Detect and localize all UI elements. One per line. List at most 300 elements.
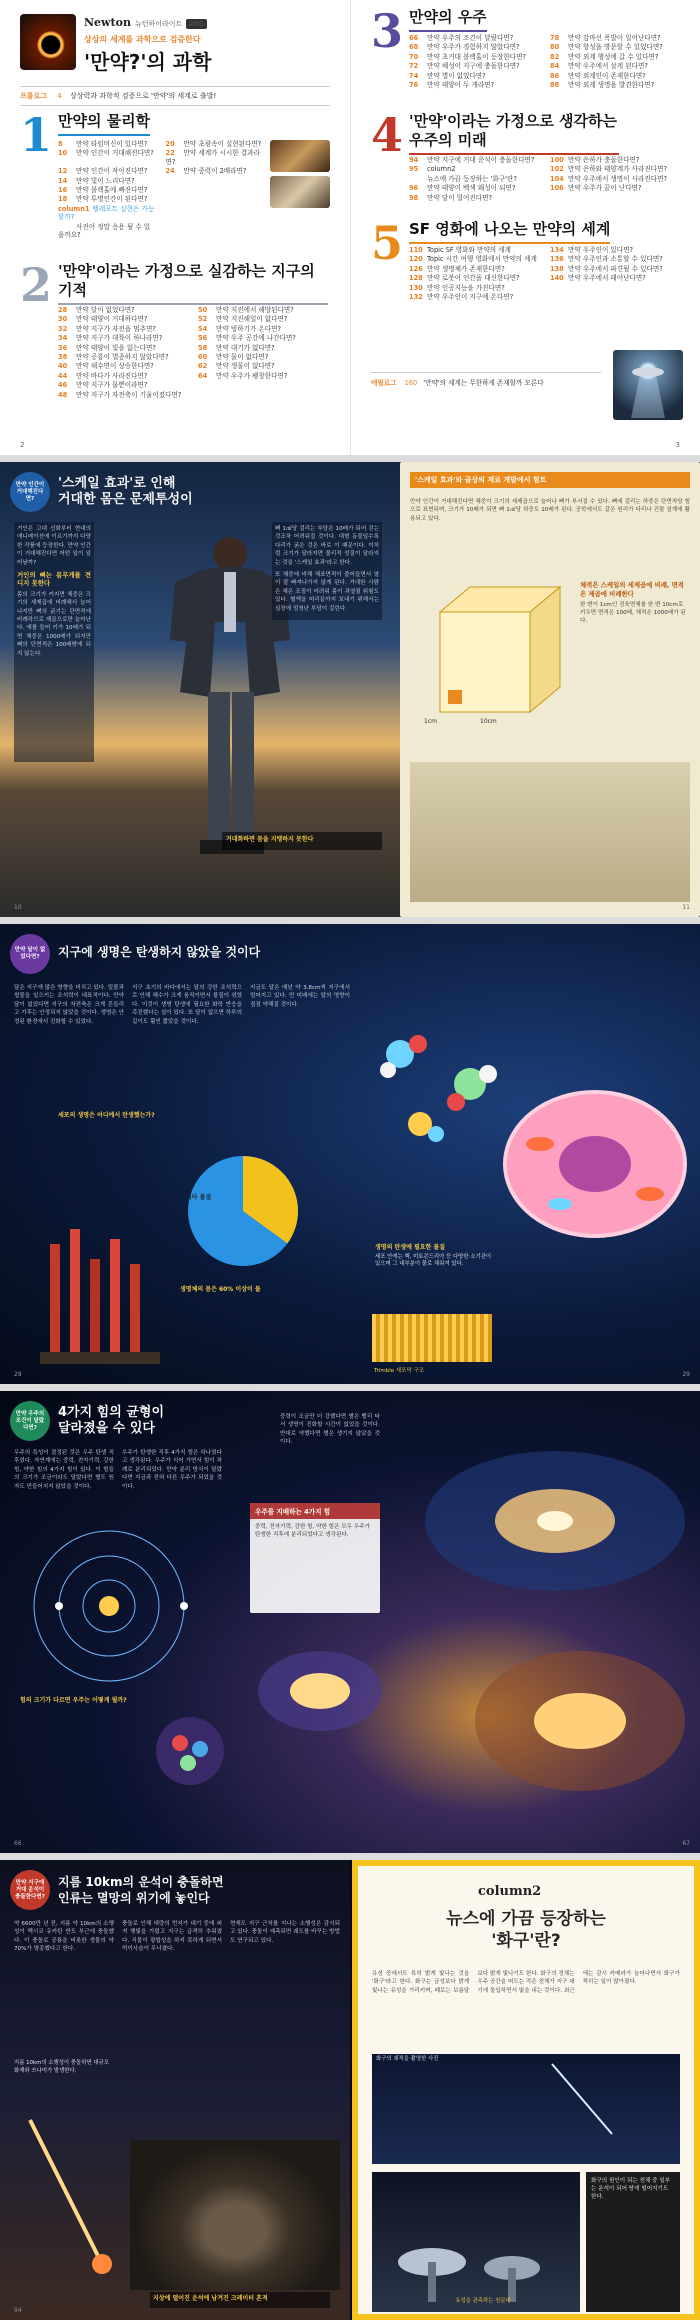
toc-item-text: 만약 은하가 충돌한다면? <box>568 156 640 164</box>
toc-item[interactable] <box>409 246 540 254</box>
toc-item-page: 95 <box>409 165 419 174</box>
membrane-illustration <box>372 1314 492 1362</box>
toc-item[interactable] <box>198 306 328 314</box>
toc-item-page: 52 <box>198 315 208 324</box>
toc-item-page: 44 <box>58 371 68 380</box>
toc-item-page: 94 <box>409 156 419 164</box>
toc-item-page: 18 <box>58 195 68 204</box>
toc-item-page: 30 <box>58 315 68 324</box>
toc-item[interactable] <box>198 362 328 370</box>
toc-item-page: 120 <box>409 255 423 264</box>
toc-item <box>166 223 264 240</box>
column2-title-line2: '화구'란? <box>491 1931 561 1951</box>
toc-item-page: 14 <box>58 176 68 185</box>
article3-page-left: 66 <box>14 1840 22 1847</box>
toc-item-text: 만약 우주인이 지구에 온다면? <box>427 293 514 302</box>
toc-page-number-right: 3 <box>675 441 680 449</box>
article-tag-circle: 만약 인간이 거대해진다면? <box>10 472 50 512</box>
toc-item-text: 만약 우주에서 살게 된다면? <box>568 62 648 71</box>
chapter-2[interactable] <box>20 258 330 442</box>
toc-item-text: column2 <box>427 165 456 174</box>
toc-item[interactable] <box>550 43 681 51</box>
toc-item-text: 만약 외계 생명을 발견한다면? <box>568 81 655 90</box>
toc-right-page <box>350 0 700 455</box>
column2-title <box>358 1908 694 1952</box>
article-body-column-2 <box>272 522 382 620</box>
crater-caption: 지상에 떨어진 운석에 남겨진 크레이터 흔적 <box>153 2295 268 2302</box>
toc-item[interactable] <box>58 372 188 380</box>
toc-item-text: 만약 우주가 끝이 난다면? <box>568 184 642 193</box>
article1-page-right: 11 <box>682 904 690 911</box>
four-forces-title: 우주를 지배하는 4가지 힘 <box>250 1503 380 1519</box>
toc-item[interactable] <box>409 194 540 202</box>
article-title-line1: 지름 10km의 운석이 충돌하면 <box>58 1875 224 1889</box>
toc-item[interactable] <box>550 165 681 173</box>
toc-item[interactable] <box>550 246 681 254</box>
cell-illustration <box>500 1084 690 1244</box>
article-body-column-2 <box>122 1920 222 1958</box>
toc-item[interactable] <box>409 165 540 173</box>
pie-title: 세포의 생명은 어디에서 탄생했는가? <box>58 1112 155 1119</box>
molecule-illustration <box>360 1014 520 1164</box>
chapter-5-items <box>409 246 681 301</box>
article4-page-left: 94 <box>14 2307 22 2314</box>
article-title <box>58 1874 224 1906</box>
toc-item-text: 만약 인간이 작아진다면? <box>76 167 148 176</box>
toc-item[interactable] <box>550 72 681 80</box>
toc-item-page: 64 <box>198 371 208 380</box>
article-title-line2: 달라졌을 수 있다 <box>58 1421 155 1436</box>
observatory-caption: 유성을 관측하는 천문대 <box>455 2298 511 2304</box>
toc-item-page: 130 <box>409 283 423 292</box>
toc-item[interactable] <box>198 344 328 352</box>
article-body-column-3 <box>230 1920 340 1949</box>
article-meteor-spread <box>0 1860 700 2320</box>
toc-item-page: 50 <box>198 306 208 314</box>
epilogue-page: 160 <box>404 379 418 387</box>
toc-item-text: 텔레포트 실현은 가능할까? <box>58 204 155 222</box>
article2-page-left: 28 <box>14 1371 22 1378</box>
cell-caption-body: 세포 안에는 핵, 미토콘드리아 등 다양한 소기관이 있으며 그 대부분이 물로 채워져 있다. <box>375 1253 492 1268</box>
meteor-streak-illustration <box>20 2110 130 2310</box>
toc-item-page: 10 <box>58 149 68 158</box>
toc-item[interactable] <box>409 62 540 70</box>
toc-item-text: 만약 태양이 거대하다면? <box>76 315 148 324</box>
chapter-3-title: 만약의 우주 <box>409 8 487 32</box>
toc-item[interactable] <box>58 186 156 194</box>
toc-item[interactable] <box>58 362 188 370</box>
toc-item-text: 만약 지구가 자전을 멈추면? <box>76 324 156 333</box>
article-body-column-3 <box>250 984 350 1013</box>
toc-item-page: 86 <box>550 71 560 80</box>
toc-item-text: 만약 감마선 폭발이 일어난다면? <box>568 34 661 42</box>
column2-panel <box>352 1860 700 2320</box>
toc-item-text: 만약 블랙홀에 빠진다면? <box>76 186 148 195</box>
toc-item-text: 사진이 정말 응용 될 수 있을까요? <box>58 222 151 240</box>
toc-item-page: 128 <box>409 274 423 283</box>
four-forces-body: 중력, 전자기력, 강한 힘, 약한 힘은 모두 우주가 탄생한 직후에 분리되었다고 생각된다. <box>255 1524 371 1538</box>
column2-label: column2 <box>478 1884 542 1899</box>
diagram-caption <box>20 1697 130 1707</box>
toc-item[interactable] <box>409 72 540 80</box>
toc-item[interactable] <box>550 81 681 89</box>
epilogue-label: 에필로그 <box>371 379 397 387</box>
column2-note: 화구의 원인이 되는 천체 중 일부는 운석이 되어 땅에 떨어지기도 한다. <box>586 2172 680 2312</box>
pie-caption-top <box>58 1112 228 1122</box>
particle-illustration <box>130 1691 250 1831</box>
toc-item-text: 만약 태양이 빛을 잃는다면? <box>76 343 156 352</box>
article-paragraph-1: 약 6600만 년 전, 지름 약 10km의 소행성이 멕시코 유카탄 반도 부근에 충돌했다. 이 충돌로 공룡을 비롯한 생물의 약 70%가 멸종했다고 한다. <box>14 1921 114 1953</box>
scale-effect-panel <box>400 462 700 917</box>
article-title-line2: 인류는 멸망의 위기에 놓인다 <box>58 1891 210 1905</box>
toc-item-text: 만약 빛이 느리다면? <box>76 176 135 185</box>
toc-item <box>166 195 264 203</box>
toc-item[interactable] <box>550 184 681 192</box>
toc-item-text: 만약 우주인이 있다면? <box>568 246 634 254</box>
toc-item-page: 106 <box>550 184 564 193</box>
toc-item[interactable] <box>550 34 681 42</box>
toc-item[interactable] <box>166 167 264 175</box>
toc-item-text: 만약 세계가 시시한 결과라면? <box>165 149 260 166</box>
diagram-caption-text: 힘의 크기가 다르면 우주는 어떻게 될까? <box>20 1697 127 1704</box>
toc-item-page: 126 <box>409 264 423 273</box>
fireball-streak-icon <box>372 2054 680 2164</box>
fireball-caption: 화구의 궤적을 촬영한 사진 <box>376 2056 439 2062</box>
toc-item-page: 38 <box>58 353 68 362</box>
four-forces-box <box>250 1503 380 1613</box>
toc-item[interactable] <box>166 140 264 148</box>
article-paragraph-3: 또 체중에 비해 체표면적이 줄어들면서 열이 잘 빠져나가지 않게 된다. 거대한 사람은 체온 조절이 어려워 몸이 과열될 위험도 있다. 혈액을 머리끝까지 보내기 위해서는 심장에 엄청난 부담이 걸린다. <box>275 572 379 612</box>
toc-item[interactable] <box>58 344 188 352</box>
article-title-line2: 거대한 몸은 문제투성이 <box>58 492 193 507</box>
toc-item-text: 만약 은하와 태양계가 사라진다면? <box>568 165 667 174</box>
toc-item-text: 만약 생물이 없다면? <box>216 362 275 371</box>
crater-caption-box <box>150 2292 330 2308</box>
toc-item-page: 74 <box>409 71 419 80</box>
cell-caption-title: 생명의 탄생에 필요한 물질 <box>375 1244 446 1251</box>
toc-item-text: 만약 우주에서 생명이 사라진다면? <box>568 174 667 183</box>
toc-item <box>550 194 681 202</box>
toc-item-page: column1 <box>58 204 90 213</box>
ufo-icon <box>613 350 683 420</box>
toc-item-text: 만약 달이 멀어진다면? <box>427 193 493 202</box>
toc-item[interactable] <box>58 167 156 175</box>
toc-page-number-left: 2 <box>20 441 25 449</box>
article-forces-spread <box>0 1391 700 1853</box>
toc-item-text: 만약 우주의 조건이 달랐다면? <box>427 34 514 42</box>
cube-caption-body: 한 변이 1cm인 정육면체를 한 변 10cm로 키우면 면적은 100배, 체적은 1000배가 된다. <box>580 602 686 624</box>
toc-item[interactable] <box>550 62 681 70</box>
toc-item-page: 98 <box>409 193 419 202</box>
membrane-label: Trimble 세포막 구조 <box>374 1368 425 1374</box>
toc-item[interactable] <box>58 315 188 323</box>
toc-item-text: 만약 지구에 거대 운석이 충돌한다면? <box>427 156 535 164</box>
column2-title-line1: 뉴스에 가끔 등장하는 <box>446 1909 606 1929</box>
toc-item[interactable] <box>409 184 540 192</box>
toc-item-page: 24 <box>165 167 175 176</box>
article-tag-circle: 만약 우주의 조건이 달랐다면? <box>10 1401 50 1441</box>
toc-item-page: 136 <box>550 255 564 264</box>
article-subheading: 거인의 뼈는 몸무게를 견디지 못한다 <box>17 571 91 588</box>
toc-item[interactable] <box>550 175 681 183</box>
cube-label-large: 10cm <box>480 718 497 725</box>
article-body-column-1 <box>14 984 124 1030</box>
toc-item-page: 78 <box>550 34 560 42</box>
satellite-dish-icon <box>372 2172 580 2312</box>
toc-item-page: 12 <box>58 167 68 176</box>
toc-item-text: 만약 타임머신이 있다면? <box>76 140 148 148</box>
toc-item-text: 만약 물이 없다면? <box>216 353 269 362</box>
photo-caption-box <box>222 832 382 850</box>
article-body-column-1 <box>14 1449 114 1495</box>
toc-item-text: 만약 우주가 팽창한다면? <box>216 371 288 380</box>
toc-item[interactable] <box>58 195 156 203</box>
toc-epilogue-row[interactable] <box>371 372 601 387</box>
pie-chart <box>178 1146 308 1276</box>
toc-item-text: 만약 인간이 거대해진다면? <box>76 149 154 158</box>
toc-item-page: 70 <box>409 52 419 61</box>
toc-item[interactable] <box>409 53 540 61</box>
toc-item-text: 만약 태양이 두 개라면? <box>427 81 495 90</box>
cube-caption-title: 체적은 스케일의 세제곱에 비례, 면적은 제곱에 비례한다 <box>580 581 684 598</box>
photo-caption: 거대화하면 몸을 지탱하지 못한다 <box>226 836 314 843</box>
article-moon-spread <box>0 924 700 1384</box>
toc-item <box>166 186 264 194</box>
toc-item-text: 만약 지구가 물뿐이라면? <box>76 381 148 390</box>
chapter-1-title: 만약의 물리학 <box>58 112 150 136</box>
article-lead-paragraph: 거인은 고대 신화부터 현대의 애니메이션에 이르기까지 다양한 작품에 등장한다. 만약 인간이 거대해진다면 어떤 일이 일어날까? <box>17 526 91 566</box>
toc-item-page: 20 <box>165 140 175 148</box>
chapter-2-title: '만약'이라는 가정으로 실감하는 지구의 기적 <box>58 262 328 305</box>
toc-item-text: 만약 공룡이 멸종하지 않았다면? <box>76 353 169 362</box>
toc-item <box>198 381 328 389</box>
toc-item-text: 만약 로봇이 인간을 대신한다면? <box>427 274 520 283</box>
toc-item-text: 만약 외계 행성에 갈 수 있다면? <box>568 52 659 61</box>
cube-diagram <box>420 572 570 732</box>
toc-item-page: 102 <box>550 165 564 174</box>
atom-orbit-diagram <box>14 1521 204 1691</box>
article-paragraph-3: 중력이 조금만 더 강했다면 별은 빨리 타서 생명이 진화할 시간이 없었을 것이다. 반대로 약했다면 별은 생기지 않았을 것이다. <box>280 1414 380 1446</box>
toc-item[interactable] <box>409 43 540 51</box>
series-sub: 뉴턴하이라이트 <box>134 20 183 28</box>
chapter-3[interactable] <box>371 4 681 108</box>
chapter-4[interactable] <box>371 108 681 212</box>
article-title <box>58 1405 164 1437</box>
toc-item-page: 48 <box>58 390 68 399</box>
toc-item-text: 만약 우주 공간에 나간다면? <box>216 334 296 343</box>
prologue-page: 4 <box>57 92 62 100</box>
toc-item[interactable] <box>58 334 188 342</box>
article-body-column-1 <box>14 1920 114 1958</box>
toc-item[interactable] <box>58 205 156 222</box>
toc-item-text: 만약 해수면이 상승한다면? <box>76 362 154 371</box>
toc-item-page: 140 <box>550 274 564 283</box>
article-title: 지구에 생명은 탄생하지 않았을 것이다 <box>58 945 261 959</box>
article-title-line1: '스케일 효과'로 인해 <box>58 476 176 491</box>
toc-item-text: 만약 지진에서 해방된다면? <box>216 306 294 314</box>
tube-worms-illustration <box>40 1224 160 1364</box>
toc-item[interactable] <box>58 177 156 185</box>
toc-item-page: 8 <box>58 140 63 148</box>
spiral-galaxy-illustration <box>420 1431 690 1611</box>
article-paragraph-1: 우주의 특성이 결정된 것은 우주 탄생 직후였다. 자연계에는 중력, 전자기력, 강한 힘, 약한 힘의 4가지 힘이 있다. 이 힘들의 크기가 조금이라도 달랐다면 별도 원자도 만들어지지 않았을 것이다. <box>14 1450 114 1490</box>
toc-item[interactable] <box>550 265 681 273</box>
toc-item-text: 만약 지구가 자전축이 기울어졌다면? <box>76 390 182 399</box>
article1-page-left: 10 <box>14 904 22 911</box>
series-logo <box>84 16 207 29</box>
toc-item-page: 16 <box>58 186 68 195</box>
toc-item[interactable] <box>409 293 540 301</box>
toc-item[interactable] <box>550 274 681 282</box>
toc-item[interactable] <box>198 334 328 342</box>
article-paragraph-2: 뼈 1㎠당 걸리는 부담은 10배가 되어 걷는 것조차 어려워질 것이다. 대형 동물일수록 다리가 굵은 것은 바로 이 때문이다. 이처럼 크기가 달라지면 물리적 성질이 달라지는 것을 '스케일 효과'라고 한다. <box>275 526 379 566</box>
toc-item-page: 76 <box>409 81 419 90</box>
article-giant-spread <box>0 462 700 917</box>
pie-caption-bottom <box>180 1286 330 1296</box>
toc-item[interactable] <box>409 175 540 183</box>
toc-item-page: 56 <box>198 334 208 343</box>
toc-item-text: 만약 외계인이 존재한다면? <box>568 71 646 80</box>
cube-caption <box>580 580 690 625</box>
toc-item-page: 138 <box>550 264 564 273</box>
toc-item-text: 만약 투명인간이 된다면? <box>76 195 148 204</box>
article-paragraph-2: 지구 초기의 바다에서는 달의 강한 조석력으로 인해 해수가 크게 움직이면서 물질이 섞였다. 이것이 생명 탄생에 필요한 화학 반응을 촉진했다는 설이 있다. 또 달이 없으면 하루의 길이도 훨씬 짧았을 것이다. <box>132 985 242 1025</box>
toc-item[interactable] <box>58 325 188 333</box>
series-name: Newton <box>84 16 131 29</box>
toc-item[interactable] <box>409 284 540 292</box>
toc-left-page <box>0 0 350 455</box>
chapter-2-items <box>58 306 328 399</box>
crater-photo <box>130 2140 340 2290</box>
toc-item-page: 40 <box>58 362 68 371</box>
toc-prologue-row[interactable] <box>20 86 330 106</box>
article-body-column-2 <box>132 984 242 1030</box>
toc-item-page: 68 <box>409 43 419 52</box>
chapter-5-title: SF 영화에 나오는 만약의 세계 <box>409 220 610 244</box>
pie-label-other: 기타 물질 <box>186 1194 212 1201</box>
toc-item-page: 46 <box>58 381 68 390</box>
milky-way-illustration <box>470 1621 690 1821</box>
toc-item-page: 82 <box>550 52 560 61</box>
chapter-1-thumb-ant <box>270 176 330 208</box>
toc-item-text: 만약 항성을 방문할 수 있었다면? <box>568 43 663 52</box>
observatory-photo <box>372 2172 580 2312</box>
toc-item-text: 만약 우주에서 태어난다면? <box>568 274 646 283</box>
toc-item <box>166 177 264 185</box>
toc-item-page: 132 <box>409 293 423 302</box>
toc-item-page: 32 <box>58 324 68 333</box>
toc-item[interactable] <box>550 255 681 263</box>
toc-item <box>166 205 264 222</box>
article-paragraph-3: 지금도 달은 매년 약 3.8cm씩 지구에서 멀어지고 있다. 먼 미래에는 달의 영향이 점점 약해질 것이다. <box>250 985 350 1008</box>
toc-spread <box>0 0 700 455</box>
toc-item[interactable] <box>409 156 540 164</box>
toc-item[interactable] <box>198 325 328 333</box>
toc-item-text: Topic 시간 여행 영화에서 만약의 세계 <box>427 255 537 264</box>
article-title-line1: 4가지 힘의 균형이 <box>58 1405 165 1420</box>
toc-item[interactable] <box>198 315 328 323</box>
toc-item-page: 36 <box>58 343 68 352</box>
toc-item <box>198 391 328 399</box>
ufo-thumbnail-image <box>613 350 683 420</box>
toc-item[interactable] <box>409 265 540 273</box>
toc-item-text: 만약 중력이 2배라면? <box>183 167 247 176</box>
toc-item-page: 66 <box>409 34 419 42</box>
cube-label-small: 1cm <box>424 718 437 725</box>
article3-page-right: 67 <box>682 1840 690 1847</box>
toc-item-text: 만약 빙하기가 온다면? <box>216 324 282 333</box>
chapter-1[interactable] <box>20 108 330 240</box>
cover-blackhole-image <box>20 14 76 70</box>
toc-item-page: 104 <box>550 174 564 183</box>
toc-item[interactable] <box>550 53 681 61</box>
toc-item[interactable] <box>409 34 540 42</box>
toc-item <box>550 284 681 292</box>
toc-item[interactable] <box>58 149 156 166</box>
toc-item-page: 88 <box>550 81 560 90</box>
prologue-text: 상상력과 과학적 검증으로 '만약'의 세계로 출발! <box>70 92 217 100</box>
article-body-column-2 <box>122 1449 222 1495</box>
toc-item-page: 134 <box>550 246 564 254</box>
chapter-4-title: '만약'이라는 가정으로 생각하는 우주의 미래 <box>409 112 619 155</box>
article-title <box>58 476 193 508</box>
article-paragraph-2: 충돌로 인해 대량의 먼지가 대기 중에 퍼져 햇빛을 가렸고 지구는 급격히 추워졌다. 식물이 광합성을 하지 못하게 되면서 먹이사슬이 무너졌다. <box>122 1921 222 1953</box>
toc-item[interactable] <box>166 149 264 166</box>
article-paragraph-1: 달은 지구에 많은 영향을 미치고 있다. 밀물과 썰물을 일으키는 조석력이 대표적이다. 만약 달이 없었다면 지구의 자전축은 크게 흔들리고 기후는 안정되지 않았을 것이다. 생명은 안정된 환경에서 진화할 수 있었다. <box>14 985 124 1025</box>
toc-item[interactable] <box>58 391 188 399</box>
article-tag-circle: 만약 지구에 거대 운석이 충돌한다면? <box>10 1870 50 1910</box>
toc-item-text: 만약 지진해일이 없다면? <box>216 315 288 324</box>
toc-item-page: 96 <box>409 184 419 193</box>
toc-item-text: 만약 혜성이 지구에 충돌한다면? <box>427 62 520 71</box>
toc-item[interactable] <box>58 381 188 389</box>
chapter-4-number: 4 <box>371 108 404 162</box>
epilogue-text: '만약'의 세계는 무한하게 존재할까 모른다 <box>423 379 544 387</box>
toc-item <box>550 293 681 301</box>
toc-item[interactable] <box>58 306 188 314</box>
article-body-column-1 <box>14 522 94 762</box>
chapter-3-number: 3 <box>371 4 404 58</box>
article-body-column-3 <box>280 1413 380 1451</box>
toc-item[interactable] <box>409 274 540 282</box>
book-title: '만약?'의 과학 <box>84 50 212 74</box>
toc-item-text: 만약 지구가 대륙이 하나라면? <box>76 334 163 343</box>
toc-item-text: 만약 초거대 블랙홀이 등장한다면? <box>427 52 526 61</box>
chapter-1-thumb-tunnel <box>270 140 330 172</box>
toc-item[interactable] <box>198 372 328 380</box>
toc-item-text: 만약 우주에서 파견될 수 있다면? <box>568 264 663 273</box>
toc-item[interactable] <box>409 81 540 89</box>
chapter-5[interactable] <box>371 216 681 360</box>
toc-item[interactable] <box>198 353 328 361</box>
toc-item-page: 22 <box>165 149 175 158</box>
toc-item[interactable] <box>409 255 540 263</box>
toc-item[interactable] <box>58 353 188 361</box>
meteor-left-caption: 지름 10km의 소행성이 충돌하면 대규모 화재와 쓰나미가 발생한다. <box>14 2060 109 2074</box>
chapter-2-number: 2 <box>20 258 53 312</box>
cell-caption <box>375 1244 495 1269</box>
toc-item-page: 72 <box>409 62 419 71</box>
chapter-1-number: 1 <box>20 108 53 162</box>
toc-item[interactable] <box>58 140 156 148</box>
toc-item-text: 만약 별이 없었다면? <box>427 71 486 80</box>
toc-item-text: 만약 인공지능을 가진다면? <box>427 283 505 292</box>
toc-item[interactable] <box>550 156 681 164</box>
toc-item-text: 만약 초광속이 실현된다면? <box>183 140 262 148</box>
toc-item-page: 58 <box>198 343 208 352</box>
toc-item[interactable] <box>58 223 156 240</box>
chapter-5-number: 5 <box>371 216 404 270</box>
